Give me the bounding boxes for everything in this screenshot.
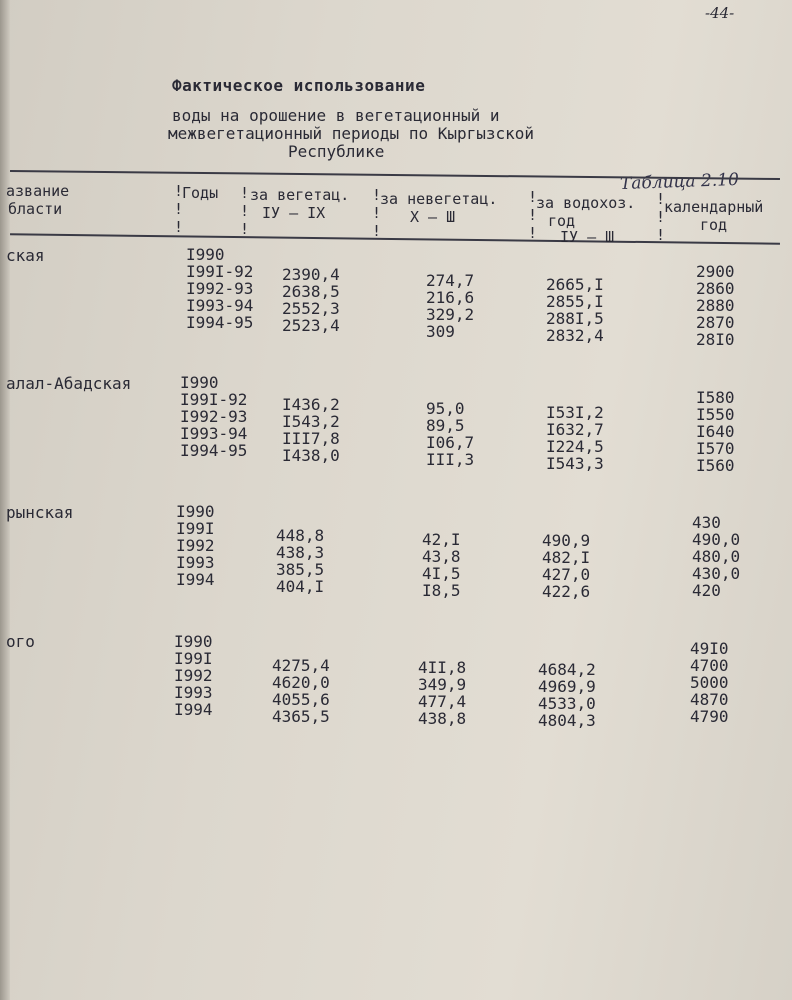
table-cell: [426, 383, 474, 400]
veg-column: [282, 249, 340, 334]
table-cell: 28I0: [696, 330, 735, 349]
table-cell: 480,0: [692, 547, 741, 566]
header-water-line2: год: [548, 212, 576, 230]
table-cell: 2552,3: [282, 299, 340, 318]
table-cell: 4I,5: [422, 564, 461, 583]
table-cell: 448,8: [276, 526, 325, 545]
region-name: ого: [6, 632, 35, 651]
table-cell: I992: [176, 536, 215, 555]
table-cell: 329,2: [426, 305, 475, 324]
nonveg-column: [426, 383, 474, 468]
table-cell: I992: [174, 666, 213, 685]
table-cell: 43,8: [422, 547, 461, 566]
table-cell: 2870: [696, 313, 735, 332]
table-cell: 95,0: [426, 399, 465, 418]
table-cell: I640: [696, 422, 735, 441]
column-separator: ! ! !: [240, 184, 250, 238]
table-cell: I53I,2: [546, 403, 604, 422]
table-cell: 216,6: [426, 288, 475, 307]
table-cell: I543,3: [546, 454, 604, 473]
table-cell: 2638,5: [282, 282, 340, 301]
water-column: [546, 387, 604, 472]
table-cell: 349,9: [418, 675, 467, 694]
years-column: [186, 246, 253, 331]
title-line-3: межвегетационный периоды по Кыргызской: [168, 124, 535, 143]
table-cell: 5000: [690, 673, 729, 692]
table-cell: I993: [174, 683, 213, 702]
table-cell: I06,7: [426, 433, 475, 452]
table-cell: 427,0: [542, 565, 591, 584]
table-cell: I99I: [174, 649, 213, 668]
table-cell: I994: [176, 570, 215, 589]
table-cell: 4275,4: [272, 656, 330, 675]
table-cell: [546, 259, 604, 276]
table-cell: [282, 249, 340, 266]
table-cell: 430,0: [692, 564, 741, 583]
header-water-line1: за водохоз.: [536, 194, 636, 212]
header-years: Годы: [182, 184, 219, 202]
table-cell: I993-94: [186, 296, 254, 315]
table-cell: 2880: [696, 296, 735, 315]
veg-column: [272, 640, 330, 725]
table-cell: 477,4: [418, 692, 467, 711]
table-cell: I993: [176, 553, 215, 572]
table-cell: 288I,5: [546, 309, 604, 328]
table-cell: 42,I: [422, 530, 461, 549]
table-cell: 490,0: [692, 530, 741, 549]
veg-column: [282, 379, 340, 464]
region-name: рынская: [6, 503, 74, 522]
table-cell: 2860: [696, 279, 735, 298]
cal-column: [696, 246, 735, 348]
region-name: алал-Абадская: [6, 374, 132, 393]
column-separator: ! ! !: [528, 188, 538, 242]
table-cell: 4055,6: [272, 690, 330, 709]
table-cell: I993-94: [180, 424, 248, 443]
table-cell: 4365,5: [272, 707, 330, 726]
column-separator: ! ! !: [174, 182, 184, 236]
table-cell: 2665,I: [546, 275, 604, 294]
table-cell: 309: [426, 322, 455, 341]
table-cell: I99I: [176, 519, 215, 538]
table-cell: [422, 514, 461, 531]
table-cell: 2390,4: [282, 265, 340, 284]
table-cell: 2855,I: [546, 292, 604, 311]
table-cell: [282, 379, 340, 396]
table-cell: [538, 644, 596, 661]
header-region-line1: азвание: [6, 182, 70, 200]
table-cell: I99I-92: [186, 262, 254, 281]
table-cell: I632,7: [546, 420, 604, 439]
table-cell: 385,5: [276, 560, 325, 579]
table-cell: 49I0: [690, 639, 729, 658]
title-line-1: Фактическое использование: [172, 76, 426, 95]
nonveg-column: [418, 642, 466, 727]
table-cell: I543,2: [282, 412, 340, 431]
table-cell: 2523,4: [282, 316, 340, 335]
table-cell: I550: [696, 405, 735, 424]
table-cell: [542, 515, 590, 532]
table-cell: [546, 387, 604, 404]
table-cell: [272, 640, 330, 657]
table-cell: I990: [186, 245, 225, 264]
header-nonveg-line1: за невегетац.: [380, 190, 498, 208]
table-cell: 490,9: [542, 531, 591, 550]
cal-column: [690, 640, 729, 725]
cal-column: [696, 389, 735, 474]
table-cell: 4790: [690, 707, 729, 726]
table-cell: 4620,0: [272, 673, 330, 692]
table-cell: I990: [176, 502, 215, 521]
table-cell: 404,I: [276, 577, 325, 596]
table-cell: 420: [692, 581, 721, 600]
header-water-line3: IУ – Ш: [560, 228, 615, 246]
water-column: [542, 515, 590, 600]
years-column: [180, 374, 247, 459]
header-region-line2: бласти: [8, 200, 63, 218]
table-cell: III7,8: [282, 429, 340, 448]
table-cell: 438,3: [276, 543, 325, 562]
column-separator: ! ! !: [372, 186, 382, 240]
table-cell: I99I-92: [180, 390, 248, 409]
header-nonveg-line2: Х – Ш: [410, 208, 456, 226]
table-cell: 438,8: [418, 709, 467, 728]
table-cell: 4684,2: [538, 660, 596, 679]
table-cell: I990: [174, 632, 213, 651]
years-column: [174, 633, 213, 718]
column-separator: ! ! !: [656, 190, 666, 244]
table-cell: I990: [180, 373, 219, 392]
table-cell: I570: [696, 439, 735, 458]
years-column: [176, 503, 215, 588]
table-cell: 4870: [690, 690, 729, 709]
cal-column: [692, 514, 740, 599]
header-cal-line2: год: [700, 216, 728, 234]
table-cell: 430: [692, 513, 721, 532]
table-cell: 2900: [696, 262, 735, 281]
header-cal-line1: календарный: [664, 198, 764, 216]
table-cell: 4969,9: [538, 677, 596, 696]
table-cell: [276, 510, 324, 527]
header-veg-line1: за вегетац.: [250, 186, 350, 204]
table-cell: I994: [174, 700, 213, 719]
nonveg-column: [426, 255, 474, 340]
table-cell: 482,I: [542, 548, 591, 567]
table-cell: 4533,0: [538, 694, 596, 713]
table-cell: 4II,8: [418, 658, 467, 677]
page-number: -44-: [705, 4, 735, 22]
nonveg-column: [422, 514, 461, 599]
title-line-2: воды на орошение в вегетационный и: [172, 106, 500, 125]
table-cell: [696, 246, 735, 263]
header-veg-line2: IУ – IХ: [262, 204, 326, 222]
water-column: [546, 259, 604, 344]
table-cell: I580: [696, 388, 735, 407]
table-cell: 274,7: [426, 271, 475, 290]
page-binding-edge: [0, 0, 10, 1000]
table-cell: I560: [696, 456, 735, 475]
table-cell: I994-95: [186, 313, 254, 332]
table-label: Таблица 2.10: [619, 169, 740, 195]
table-cell: 4804,3: [538, 711, 596, 730]
table-cell: I436,2: [282, 395, 340, 414]
title-line-4: Республике: [288, 142, 385, 161]
table-cell: I8,5: [422, 581, 461, 600]
table-cell: 2832,4: [546, 326, 604, 345]
water-column: [538, 644, 596, 729]
region-name: ская: [6, 246, 45, 265]
table-cell: 4700: [690, 656, 729, 675]
table-cell: I992-93: [186, 279, 254, 298]
table-cell: I994-95: [180, 441, 248, 460]
table-cell: [426, 255, 474, 272]
table-cell: [418, 642, 466, 659]
veg-column: [276, 510, 324, 595]
table-cell: 89,5: [426, 416, 465, 435]
table-cell: I224,5: [546, 437, 604, 456]
table-cell: I992-93: [180, 407, 248, 426]
table-cell: 422,6: [542, 582, 591, 601]
table-cell: III,3: [426, 450, 475, 469]
table-cell: I438,0: [282, 446, 340, 465]
